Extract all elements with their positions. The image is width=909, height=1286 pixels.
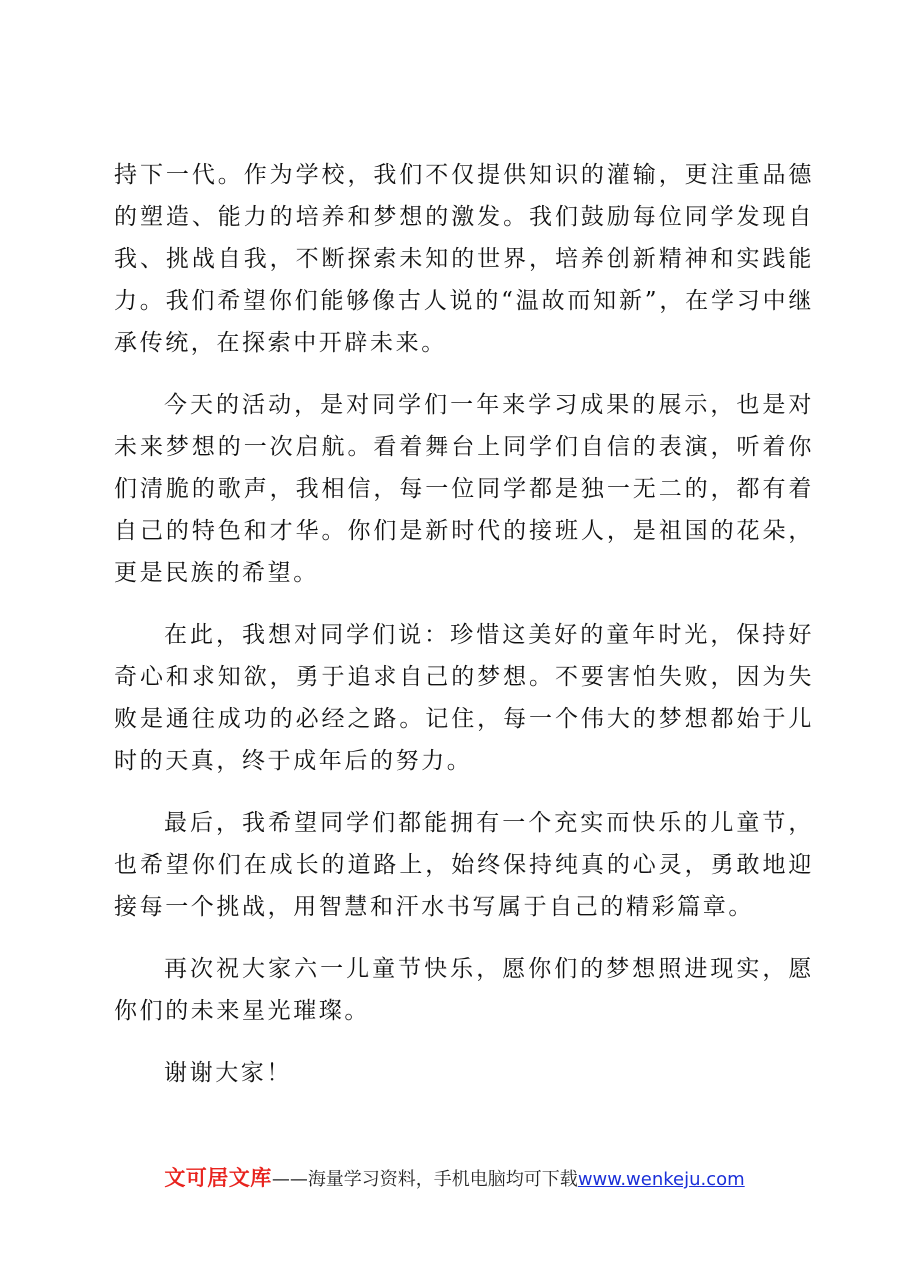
paragraph: 今天的活动，是对同学们一年来学习成果的展示，也是对未来梦想的一次启航。看着舞台上同学们自信的表演，听着你们清脆的歌声，我相信，每一位同学都是独一无二的，都有着自己的特色和才华。你们是新时代的接班人，是祖国的花朵，更是民族的希望。: [114, 392, 814, 586]
paragraph: 最后，我希望同学们都能拥有一个充实而快乐的儿童节，也希望你们在成长的道路上，始终保持纯真的心灵，勇敢地迎接每一个挑战，用智慧和汗水书写属于自己的精彩篇章。: [114, 810, 814, 920]
footer-tagline: ——海量学习资料，手机电脑均可下载: [271, 1169, 578, 1190]
paragraph: 再次祝大家六一儿童节快乐，愿你们的梦想照进现实，愿你们的未来星光璀璨。: [114, 956, 814, 1024]
closing-paragraph: 谢谢大家！: [164, 1060, 292, 1086]
footer-website-link[interactable]: www.wenkeju.com: [577, 1169, 745, 1190]
document-body: [114, 154, 814, 1114]
paragraph: 在此，我想对同学们说：珍惜这美好的童年时光，保持好奇心和求知欲，勇于追求自己的梦想。不要害怕失败，因为失败是通往成功的必经之路。记住，每一个伟大的梦想都始于儿时的天真，终于成年后的努力。: [114, 622, 814, 774]
paragraph: 持下一代。作为学校，我们不仅提供知识的灌输，更注重品德的塑造、能力的培养和梦想的激发。我们鼓励每位同学发现自我、挑战自我，不断探索未知的世界，培养创新精神和实践能力。我们希望你们能够像古人说的“温故而知新”，在学习中继承传统，在探索中开辟未来。: [114, 162, 814, 356]
page-footer: [0, 1163, 909, 1195]
footer-brand: 文可居文库: [164, 1166, 272, 1190]
